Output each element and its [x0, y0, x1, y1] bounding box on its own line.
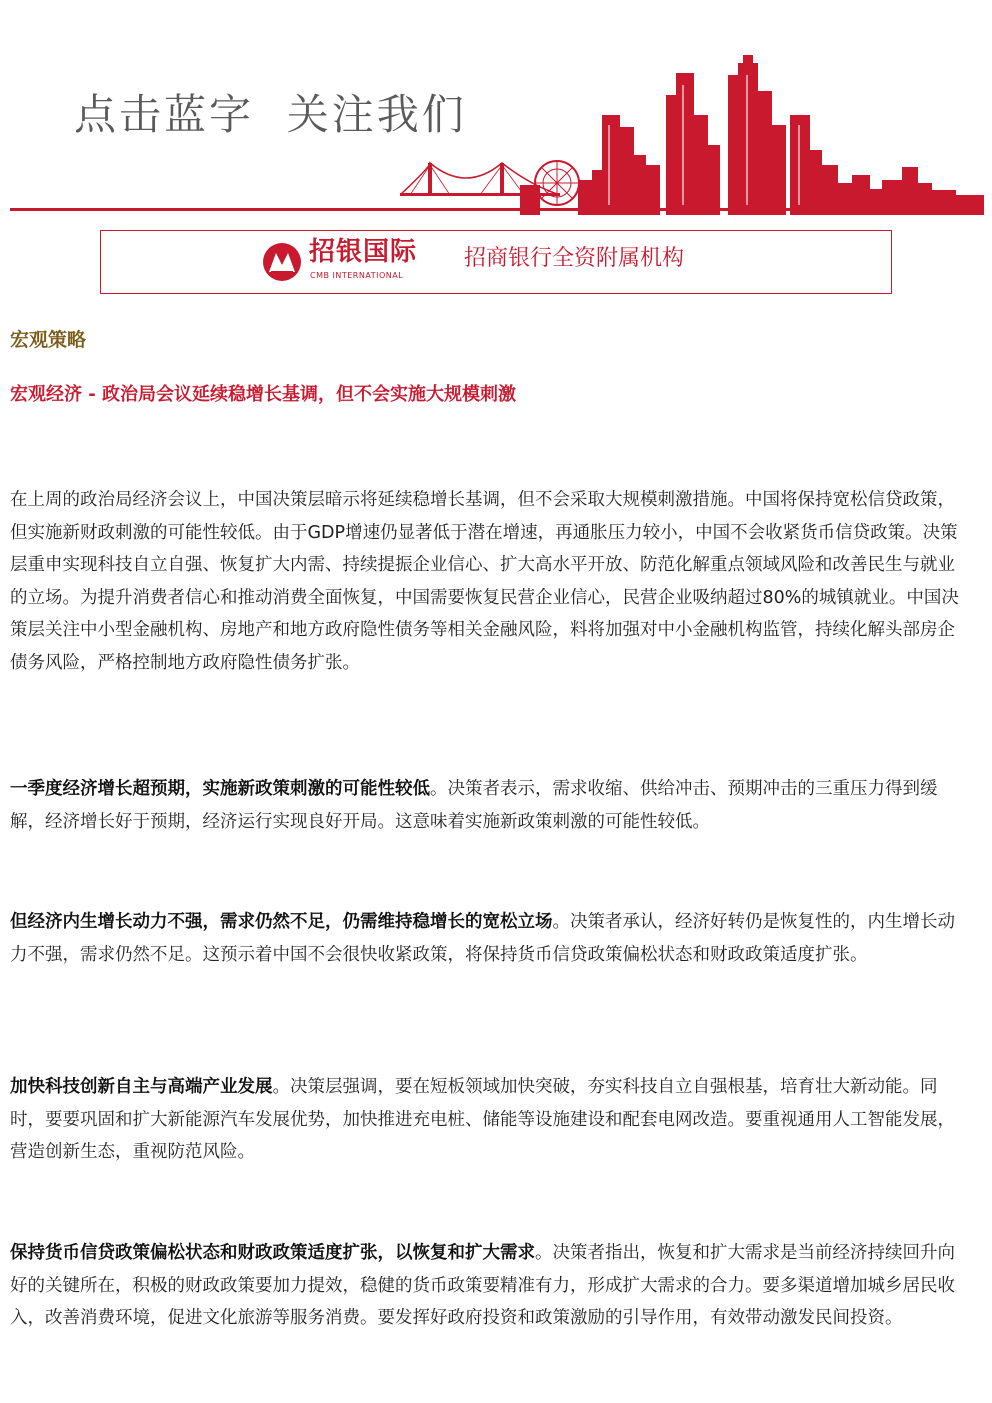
paragraph-text: 。决策者表示，需求收缩、供给冲击、预期冲击的三重压力得到缓解，经济增长好于预期，经济运行实现良好开局。这意味着实施新政策刺激的可能性较低。 [10, 779, 938, 832]
city-skyline-illustration [400, 55, 985, 215]
body-paragraph [10, 1071, 972, 1169]
logo-brand-name: 招银国际 [309, 237, 418, 267]
body-paragraph-intro [10, 484, 972, 679]
section-label: 宏观策略 [10, 329, 87, 351]
paragraph-text: 。决策者承认，经济好转仍是恢复性的，内生增长动力不强，需求仍然不足。这预示着中国不会很快收紧政策，将保持货币信贷政策偏松状态和财政政策适度扩张。 [10, 912, 955, 965]
follow-us-title[interactable]: 点击蓝字 关注我们 [74, 90, 467, 139]
header-banner [0, 0, 992, 215]
paragraph-text: 。决策层强调，要在短板领域加快突破，夯实科技自立自强根基，培育壮大新动能。同时，要要巩固和扩大新能源汽车发展优势，加快推进充电桩、储能等设施建设和配套电网改造。要重视通用人工智能发展，营造创新生态，重视防范风险。 [10, 1077, 955, 1162]
body-paragraph [10, 773, 972, 838]
body-paragraph [10, 1237, 972, 1335]
header-divider [10, 208, 980, 211]
paragraph-lead: 但经济内生增长动力不强，需求仍然不足，仍需维持稳增长的宽松立场 [10, 912, 553, 932]
cmb-logo-icon [261, 241, 303, 283]
paragraph-lead: 保持货币信贷政策偏松状态和财政政策适度扩张，以恢复和扩大需求 [10, 1243, 535, 1263]
paragraph-lead: 加快科技创新自主与高端产业发展 [10, 1077, 273, 1097]
body-paragraph [10, 906, 972, 971]
logo-brand-english: CMB INTERNATIONAL [310, 271, 404, 280]
paragraph-lead: 一季度经济增长超预期，实施新政策刺激的可能性较低 [10, 779, 430, 799]
article-title: 宏观经济 - 政治局会议延续稳增长基调，但不会实施大规模刺激 [10, 384, 517, 405]
paragraph-text: 在上周的政治局经济会议上，中国决策层暗示将延续稳增长基调，但不会采取大规模刺激措施。中国将保持宽松信贷政策，但实施新财政刺激的可能性较低。由于GDP增速仍显著低于潜在增速，再通胀压力较小，中国不会收紧货币信贷政策。决策层重申实现科技自立自强、恢复扩大内需、持续提振企业信心、扩大高水平开放、防范化解重点领域风险和改善民生与就业的立场。为提升消费者信心和推动消费全面恢复，中国需要恢复民营企业信心，民营企业吸纳超过80%的城镇就业。中国决策层关注中小型金融机构、房地产和地方政府隐性债务等相关金融风险，料将加强对中小金融机构监管，持续化解头部房企债务风险，严格控制地方政府隐性债务扩张。 [10, 490, 959, 673]
org-tagline: 招商银行全资附属机构 [464, 246, 685, 271]
org-banner-box [100, 230, 892, 294]
paragraph-text: 。决策者指出，恢复和扩大需求是当前经济持续回升向好的关键所在，积极的财政政策要加力提效，稳健的货币政策要精准有力，形成扩大需求的合力。要多渠道增加城乡居民收入，改善消费环境，促进文化旅游等服务消费。要发挥好政府投资和政策激励的引导作用，有效带动激发民间投资。 [10, 1243, 955, 1328]
